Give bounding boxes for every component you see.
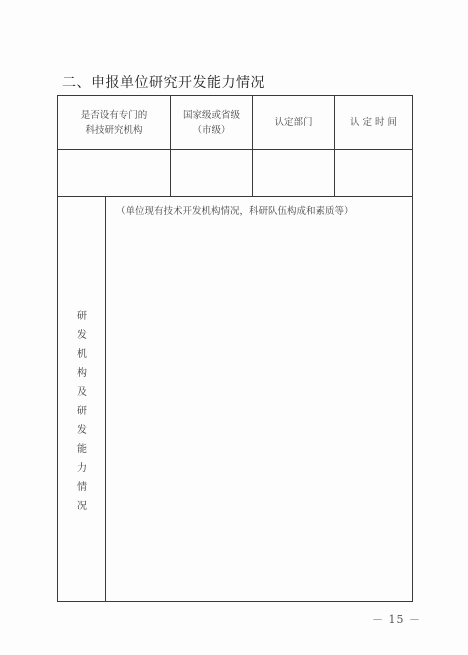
rd-description-cell[interactable] — [106, 197, 413, 602]
header-level: 国家级或省级 （市级） — [171, 96, 253, 150]
input-certification-time-cell[interactable] — [335, 150, 413, 197]
table-header-row — [58, 96, 413, 150]
header-research-institution: 是否设有专门的 科技研究机构 — [58, 96, 171, 150]
input-research-institution-cell[interactable] — [58, 150, 171, 197]
side-label-cell — [58, 197, 106, 602]
table-input-row — [58, 150, 413, 197]
table-content-row — [58, 197, 413, 602]
content-hint: （单位现有技术开发机构情况，科研队伍构成和素质等） — [116, 206, 354, 217]
input-certifying-department-cell[interactable] — [253, 150, 335, 197]
rd-capability-table — [57, 95, 413, 602]
header-certification-time: 认 定 时 间 — [335, 96, 413, 150]
side-label: 研发机构及研发能力情况 — [77, 311, 87, 512]
page-number: － 15 － — [372, 613, 421, 626]
header-certifying-department: 认定部门 — [253, 96, 335, 150]
input-level-cell[interactable] — [171, 150, 253, 197]
section-title: 二、申报单位研究开发能力情况 — [62, 75, 265, 91]
